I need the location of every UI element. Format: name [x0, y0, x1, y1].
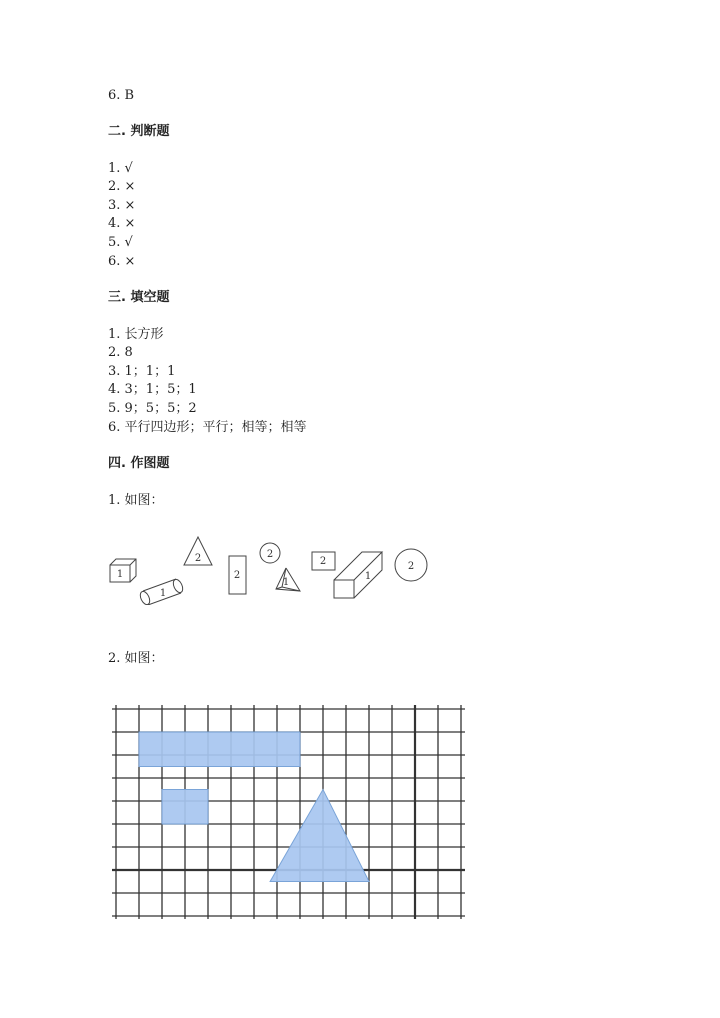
list-item: 3. ×	[108, 198, 136, 213]
figure-label: 2	[194, 553, 202, 564]
list-item: 6. ×	[108, 254, 136, 269]
cuboid-shape	[334, 552, 382, 598]
list-item: 5. √	[108, 235, 133, 250]
figure-label: 1	[116, 569, 124, 580]
list-item: 6. 平行四边形；平行；相等；相等	[108, 420, 307, 435]
list-item: 1. √	[108, 161, 133, 176]
question-1-label: 1. 如图：	[108, 493, 164, 508]
list-item: 2. ×	[108, 179, 136, 194]
question-2-label: 2. 如图：	[108, 651, 164, 666]
section-title-drawing: 四. 作图题	[108, 456, 170, 471]
list-item: 3. 1；1；1	[108, 364, 176, 379]
section-title-judgement: 二. 判断题	[108, 124, 170, 139]
blue-rectangle	[139, 732, 300, 767]
solid-shapes-figure	[100, 535, 440, 605]
list-item: 4. 3；1；5；1	[108, 382, 197, 397]
grid-figure	[110, 700, 475, 925]
list-item: 1. 长方形	[108, 327, 164, 342]
figure-label: 2	[319, 556, 327, 567]
figure-label: 1	[364, 571, 372, 582]
figure-label: 1	[282, 577, 290, 588]
top-answer: 6. B	[108, 88, 135, 103]
list-item: 5. 9；5；5；2	[108, 401, 197, 416]
figure-label: 2	[266, 549, 274, 560]
section-title-fill-in: 三. 填空题	[108, 290, 170, 305]
figure-label: 2	[407, 561, 415, 572]
blue-rectangle	[162, 790, 208, 825]
list-item: 4. ×	[108, 216, 136, 231]
figure-label: 1	[159, 588, 167, 599]
list-item: 2. 8	[108, 345, 133, 360]
blue-triangle	[270, 790, 369, 882]
figure-label: 2	[233, 570, 241, 581]
